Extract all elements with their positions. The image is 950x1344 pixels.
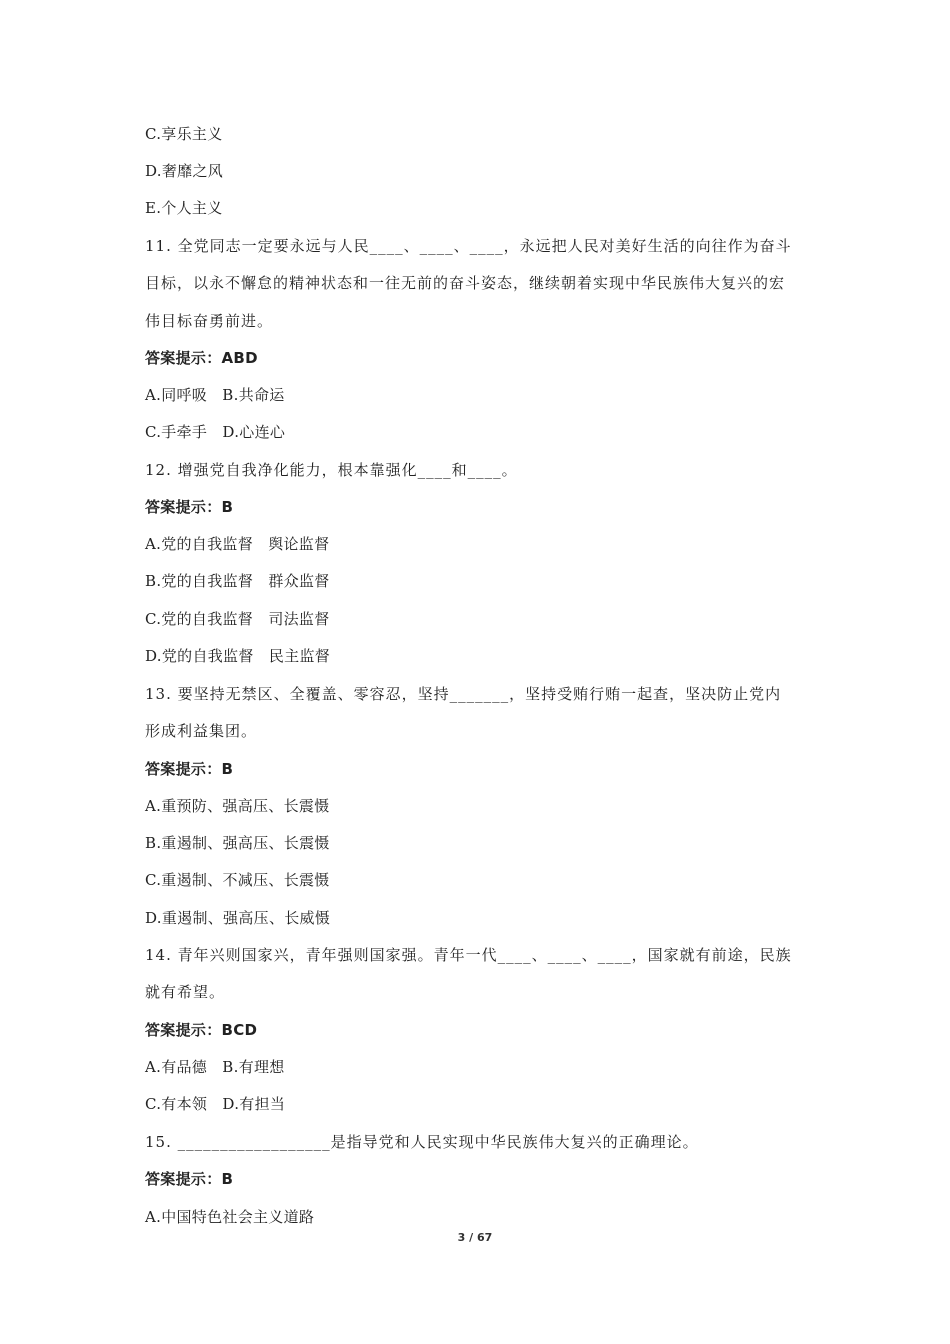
question-13-line-2: 形成利益集团。 <box>145 722 258 740</box>
answer-hint-14: 答案提示：BCD <box>145 1021 258 1039</box>
option-line: C.有本领 D.有担当 <box>145 1095 286 1113</box>
question-11-line-3: 伟目标奋勇前进。 <box>145 312 274 330</box>
option-line: C.重遏制、不减压、长震慑 <box>145 871 330 889</box>
answer-hint-11: 答案提示：ABD <box>145 349 258 367</box>
option-line: B.党的自我监督 群众监督 <box>145 572 330 590</box>
question-12: 12. 增强党自我净化能力，根本靠强化____和____。 <box>145 461 518 479</box>
option-line: B.重遏制、强高压、长震慑 <box>145 834 330 852</box>
question-11-line-1: 11. 全党同志一定要永远与人民____、____、____，永远把人民对美好生活的向往作为奋斗 <box>145 237 792 255</box>
option-line: A.重预防、强高压、长震慑 <box>145 797 330 815</box>
question-14-line-1: 14. 青年兴则国家兴，青年强则国家强。青年一代____、____、____，国家就有前途，民族 <box>145 946 792 964</box>
question-11-line-2: 目标，以永不懈怠的精神状态和一往无前的奋斗姿态，继续朝着实现中华民族伟大复兴的宏 <box>145 274 786 292</box>
page-number: 3 / 67 <box>457 1231 493 1244</box>
option-line: D.重遏制、强高压、长威慑 <box>145 909 331 927</box>
option-line: A.有品德 B.有理想 <box>145 1058 285 1076</box>
question-15: 15. __________________是指导党和人民实现中华民族伟大复兴的正确理论。 <box>145 1133 699 1151</box>
answer-hint-13: 答案提示：B <box>145 760 234 778</box>
question-14-line-2: 就有希望。 <box>145 983 226 1001</box>
option-line: D.奢靡之风 <box>145 162 224 180</box>
option-line: A.党的自我监督 舆论监督 <box>145 535 330 553</box>
option-line: E.个人主义 <box>145 199 223 217</box>
question-13-line-1: 13. 要坚持无禁区、全覆盖、零容忍，坚持_______，坚持受贿行贿一起查，坚决防止党内 <box>145 685 782 703</box>
option-line: A.中国特色社会主义道路 <box>145 1208 315 1226</box>
answer-hint-12: 答案提示：B <box>145 498 234 516</box>
option-line: D.党的自我监督 民主监督 <box>145 647 331 665</box>
option-line: C.党的自我监督 司法监督 <box>145 610 330 628</box>
option-line: C.享乐主义 <box>145 125 223 143</box>
option-line: A.同呼吸 B.共命运 <box>145 386 285 404</box>
answer-hint-15: 答案提示：B <box>145 1170 234 1188</box>
option-line: C.手牵手 D.心连心 <box>145 423 286 441</box>
